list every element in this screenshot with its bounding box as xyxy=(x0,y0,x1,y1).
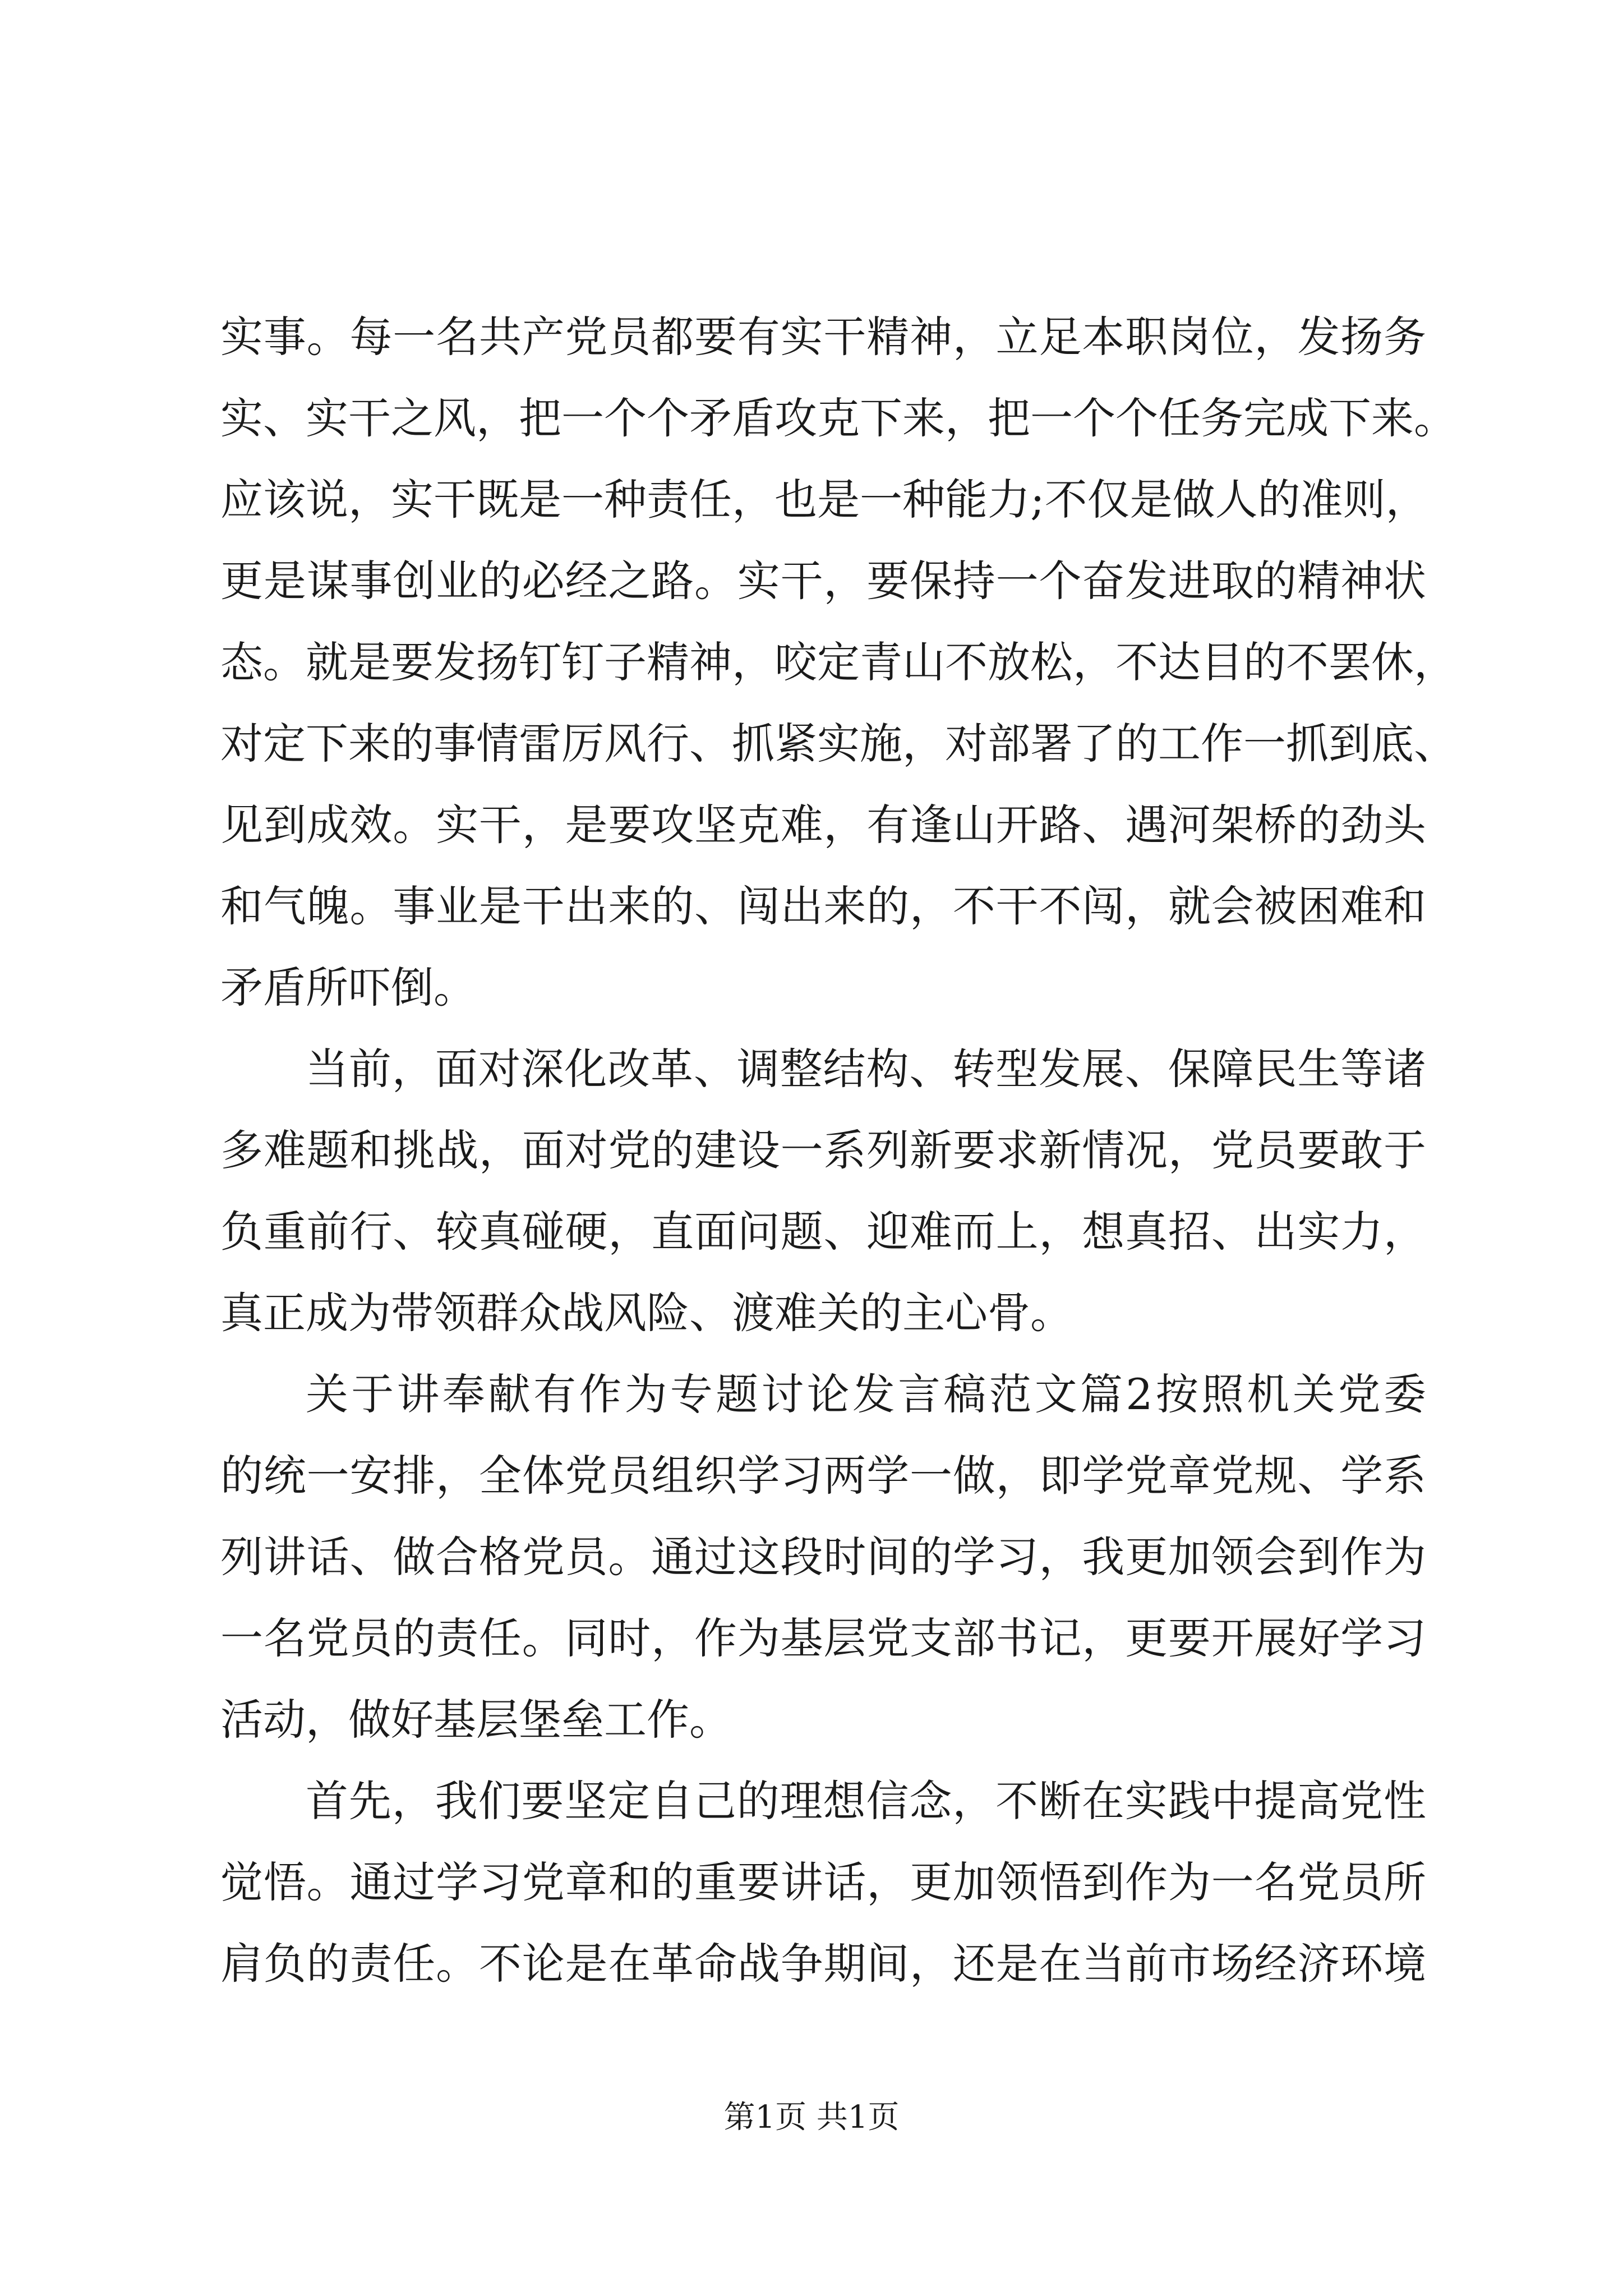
page-number-label: 第1页 共1页 xyxy=(723,2099,900,2136)
text-line: 的统一安排，全体党员组织学习两学一做，即学党章党规、学系 xyxy=(220,1451,1426,1501)
text-line: 一名党员的责任。同时，作为基层党支部书记，更要开展好学习 xyxy=(220,1613,1426,1663)
text-line: 真正成为带领群众战风险、渡难关的主心骨。 xyxy=(220,1288,1073,1338)
text-line: 态。就是要发扬钉钉子精神，咬定青山不放松，不达目的不罢休， xyxy=(220,637,1456,687)
body-text xyxy=(220,296,1456,2004)
text-line: 矛盾所吓倒。 xyxy=(220,963,476,1013)
text-line: 见到成效。实干，是要攻坚克难，有逢山开路、遇河架桥的劲头 xyxy=(220,800,1426,850)
page-footer xyxy=(0,2098,1623,2137)
text-line: 实事。每一名共产党员都要有实干精神，立足本职岗位，发扬务 xyxy=(220,312,1426,362)
text-line: 多难题和挑战，面对党的建设一系列新要求新情况，党员要敢于 xyxy=(220,1125,1426,1175)
text-line: 应该说，实干既是一种责任，也是一种能力;不仅是做人的准则， xyxy=(220,475,1428,524)
text-line: 肩负的责任。不论是在革命战争期间，还是在当前市场经济环境 xyxy=(220,1939,1426,1989)
text-line: 负重前行、较真碰硬，直面问题、迎难而上，想真招、出实力， xyxy=(220,1207,1426,1257)
text-line: 活动，做好基层堡垒工作。 xyxy=(220,1695,732,1745)
text-line: 列讲话、做合格党员。通过这段时间的学习，我更加领会到作为 xyxy=(220,1532,1426,1582)
text-line: 实、实干之风，把一个个矛盾攻克下来，把一个个任务完成下来。 xyxy=(220,393,1456,443)
text-line: 和气魄。事业是干出来的、闯出来的，不干不闯，就会被困难和 xyxy=(220,881,1426,931)
text-line: 对定下来的事情雷厉风行、抓紧实施，对部署了的工作一抓到底、 xyxy=(220,719,1456,769)
paragraph-first-line: 首先，我们要坚定自己的理想信念，不断在实践中提高党性 xyxy=(306,1776,1426,1826)
text-line: 更是谋事创业的必经之路。实干，要保持一个奋发进取的精神状 xyxy=(220,556,1426,606)
paragraph-first-line: 关于讲奉献有作为专题讨论发言稿范文篇2按照机关党委 xyxy=(306,1369,1426,1419)
text-line: 觉悟。通过学习党章和的重要讲话，更加领悟到作为一名党员所 xyxy=(220,1857,1426,1907)
paragraph-first-line: 当前，面对深化改革、调整结构、转型发展、保障民生等诸 xyxy=(306,1044,1426,1094)
